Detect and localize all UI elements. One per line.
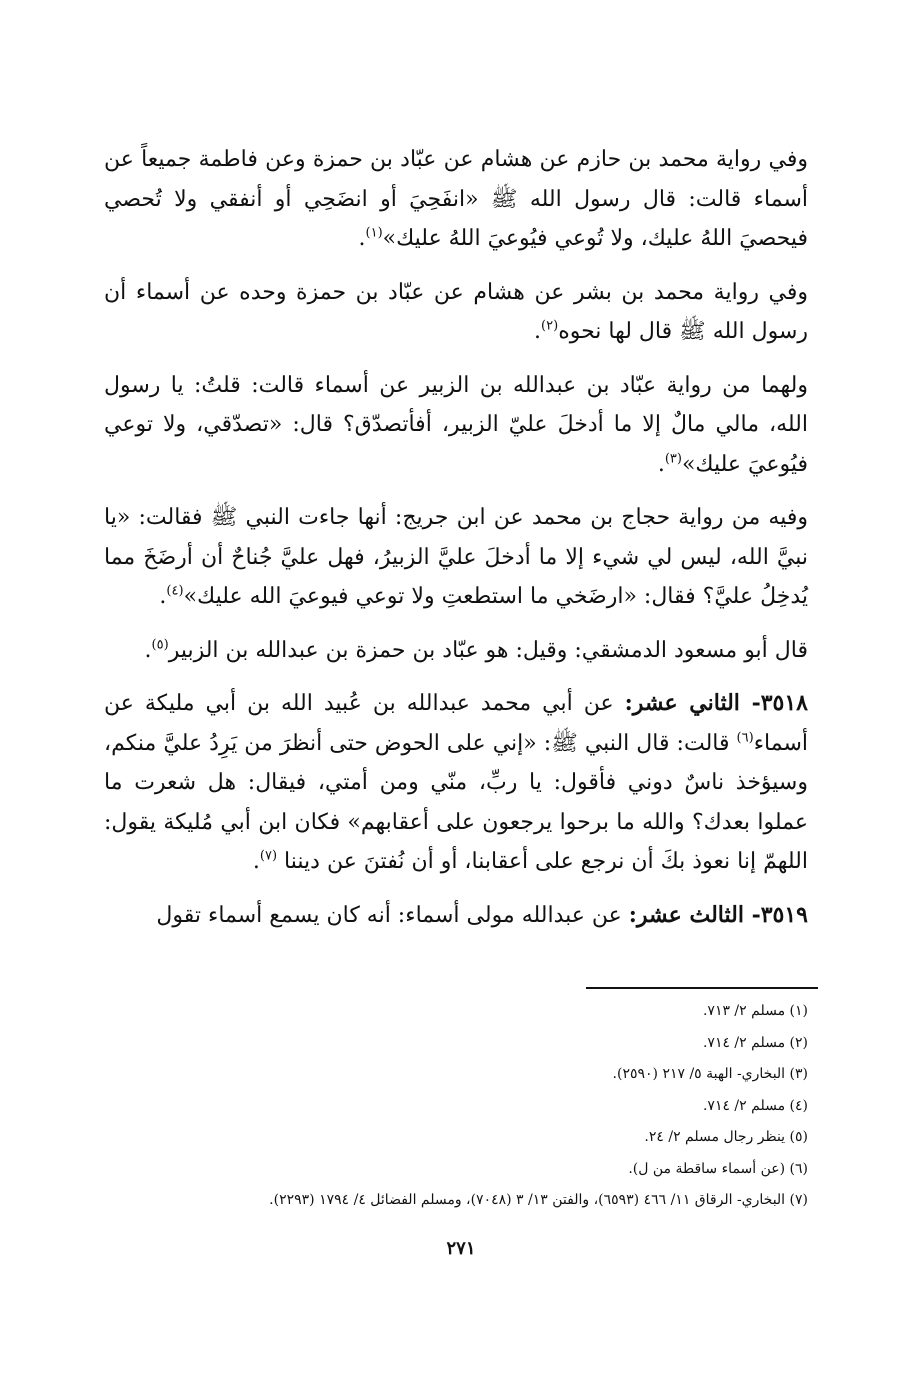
footnote-7: (٧) البخاري- الرقاق ١١/ ٤٦٦ (٦٥٩٣)، والفتن ١٣/ ٣ (٧٠٤٨)، ومسلم الفضائل ٤/ ١٧٩٤ (٢٢٩٣). (269, 1192, 808, 1208)
footnote-4: (٤) مسلم ٢/ ٧١٤. (702, 1097, 808, 1114)
footnote-ref: (٦) (736, 730, 754, 746)
footnote-5: (٥) ينظر رجال مسلم ٢/ ٢٤. (644, 1129, 808, 1145)
footnotes (104, 996, 808, 1217)
footnote-ref: (٤) (166, 583, 184, 599)
hadith-3519 (104, 896, 808, 936)
hadith-text: عن أبي محمد عبدالله بن عُبيد الله بن أبي مليكة عن أسماء (104, 691, 808, 756)
hadith-number: ٣٥١٩- الثالث عشر: (628, 901, 808, 928)
paragraph-3 (104, 366, 808, 485)
paragraph-4 (104, 498, 808, 617)
paragraph-text: وفي رواية محمد بن بشر عن هشام عن عبّاد بن حمزة وحده عن أسماء أن رسول الله ﷺ قال لها نحوه (104, 279, 808, 344)
hadith-3518 (104, 684, 808, 882)
sentence-end: . (144, 637, 152, 663)
footnote-ref: (١) (365, 225, 383, 241)
paragraph-text: قال أبو مسعود الدمشقي: وقيل: هو عبّاد بن حمزة بن عبدالله بن الزبير (168, 637, 808, 663)
paragraph-1 (104, 140, 808, 259)
paragraph-text: وفي رواية محمد بن حازم عن هشام عن عبّاد بن حمزة وعن فاطمة جميعاً عن أسماء قالت: قال رسول الله ﷺ «انفَحِيَ أو انضَحِي أو أنفقي ولا تُحصي فيحصيَ اللهُ عليك، ولا تُوعي فيُوعيَ اللهُ عليك» (104, 147, 808, 251)
footnote-1: (١) مسلم ٢/ ٧١٣. (702, 1003, 808, 1019)
sentence-end: . (252, 849, 260, 874)
footnote-divider (586, 987, 818, 989)
footnote-6: (٦) (عن أسماء ساقطة من ل). (628, 1160, 808, 1177)
page-number: ٢٧١ (446, 1238, 476, 1259)
footnote-ref: (٧) (259, 848, 278, 864)
footnote-ref: (٥) (151, 637, 169, 653)
paragraph-text: وفيه من رواية حجاج بن محمد عن ابن جريج: أنها جاءت النبي ﷺ فقالت: «يا نبيَّ الله، ليس لي شيء إلا ما أدخلَ عليَّ الزبيرُ، فهل عليَّ جُناحٌ أن أرضَخَ مما يُدخِلُ عليَّ؟ فقال: «ارضَخي ما استطعتِ ولا توعي فيوعيَ الله عليك» (104, 505, 808, 609)
footnote-ref: (٣) (664, 451, 682, 467)
hadith-number: ٣٥١٨- الثاني عشر: (624, 690, 808, 716)
footnote-2: (٢) مسلم ٢/ ٧١٤. (702, 1034, 808, 1051)
hadith-text: قالت: قال النبي ﷺ: «إني على الحوض حتى أنظرَ من يَرِدُ عليَّ منكم، وسيؤخذ ناسٌ دوني فأقول: يا ربِّ، منّي ومن أمتي، فيقال: هل شعرت ما عملوا بعدك؟ والله ما برحوا يرجعون على أعقابهم» فكان ابن أبي مُليكة يقول: اللهمّ إنا نعوذ بكَ أن نرجع على أعقابنا، أو أن نُفتنَ عن ديننا (104, 730, 808, 874)
paragraph-2 (104, 273, 808, 352)
sentence-end: . (358, 226, 366, 251)
sentence-end: . (657, 451, 665, 477)
footnote-ref: (٢) (541, 318, 559, 334)
sentence-end: . (534, 319, 542, 344)
footnote-3: (٣) البخاري- الهبة ٥/ ٢١٧ (٢٥٩٠). (612, 1066, 808, 1082)
hadith-text: عن عبدالله مولى أسماء: أنه كان يسمع أسماء تقول (156, 902, 622, 928)
main-text (104, 140, 808, 949)
sentence-end: . (159, 584, 167, 609)
paragraph-text: ولهما من رواية عبّاد بن عبدالله بن الزبير عن أسماء قالت: قلتُ: يا رسول الله، مالي مالٌ إلا ما أدخلَ عليّ الزبير، أفأتصدّق؟ قال: «تصدّقي، ولا توعي فيُوعيَ عليك» (104, 372, 808, 477)
paragraph-5 (104, 631, 808, 671)
